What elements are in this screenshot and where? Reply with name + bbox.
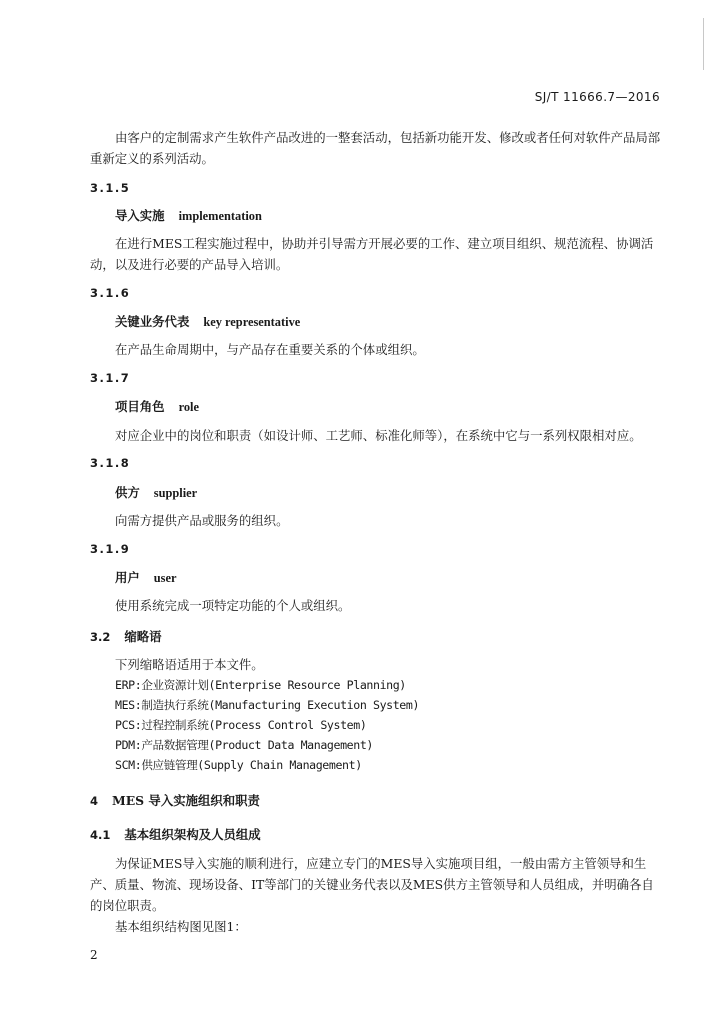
term-zh: 供方 [115, 485, 140, 500]
term-heading [115, 397, 199, 415]
section-heading [90, 825, 261, 843]
section-title: 缩略语 [124, 629, 162, 644]
term-definition: 在产品生命周期中，与产品存在重要关系的个体或组织。 [115, 342, 425, 357]
term-zh: 项目角色 [115, 399, 165, 414]
clause-number: 3.1.8 [90, 456, 131, 470]
section-number: 3.2 [90, 630, 111, 644]
term-zh: 用户 [115, 570, 140, 585]
section-heading [90, 627, 162, 645]
term-en: role [178, 400, 199, 414]
section-paragraph: 为保证MES导入实施的顺利进行，应建立专门的MES导入实施项目组，一般由需方主管领导和生产、质量、物流、现场设备、IT等部门的关键业务代表以及MES供方主管领导和人员组成，并明确各自的岗位职责。 [90, 856, 654, 913]
intro-paragraph: 由客户的定制需求产生软件产品改进的一整套活动，包括新功能开发、修改或者任何对软件产品局部重新定义的系列活动。 [90, 130, 661, 166]
page-number: 2 [90, 948, 98, 962]
section-title: 基本组织架构及人员组成 [124, 827, 261, 842]
scan-edge-line [703, 18, 704, 70]
clause-number: 3.1.5 [90, 181, 131, 195]
term-en: supplier [153, 486, 198, 500]
abbr-item: PDM:产品数据管理(Product Data Management) [115, 738, 373, 752]
abbr-item: PCS:过程控制系统(Process Control System) [115, 718, 367, 732]
abbr-item: MES:制造执行系统(Manufacturing Execution System) [115, 698, 420, 712]
section-number: 4.1 [90, 828, 111, 842]
term-en: key representative [203, 315, 301, 329]
clause-number: 3.1.7 [90, 371, 131, 385]
abbr-item: ERP:企业资源计划(Enterprise Resource Planning) [115, 678, 406, 692]
term-heading [115, 206, 262, 224]
clause-number: 3.1.6 [90, 286, 131, 300]
term-zh: 导入实施 [115, 208, 165, 223]
clause-number: 3.1.9 [90, 542, 131, 556]
figure-reference: 基本组织结构图见图1： [115, 919, 247, 934]
standard-number: SJ/T 11666.7—2016 [534, 90, 660, 104]
term-definition: 向需方提供产品或服务的组织。 [115, 513, 289, 528]
chapter-heading [90, 791, 260, 809]
term-definition: 使用系统完成一项特定功能的个人或组织。 [115, 598, 351, 613]
term-heading [115, 312, 300, 330]
term-heading [115, 568, 177, 586]
abbr-intro: 下列缩略语适用于本文件。 [115, 657, 264, 672]
chapter-number: 4 [90, 794, 99, 808]
term-definition: 对应企业中的岗位和职责（如设计师、工艺师、标准化师等），在系统中它与一系列权限相对应。 [115, 428, 642, 443]
term-zh: 关键业务代表 [115, 314, 190, 329]
abbr-item: SCM:供应链管理(Supply Chain Management) [115, 758, 362, 772]
term-heading [115, 483, 197, 501]
term-definition: 在进行MES工程实施过程中，协助并引导需方开展必要的工作、建立项目组织、规范流程、协调活动，以及进行必要的产品导入培训。 [90, 236, 654, 272]
term-en: user [153, 571, 177, 585]
chapter-title: MES 导入实施组织和职责 [112, 793, 260, 808]
term-en: implementation [178, 209, 262, 223]
